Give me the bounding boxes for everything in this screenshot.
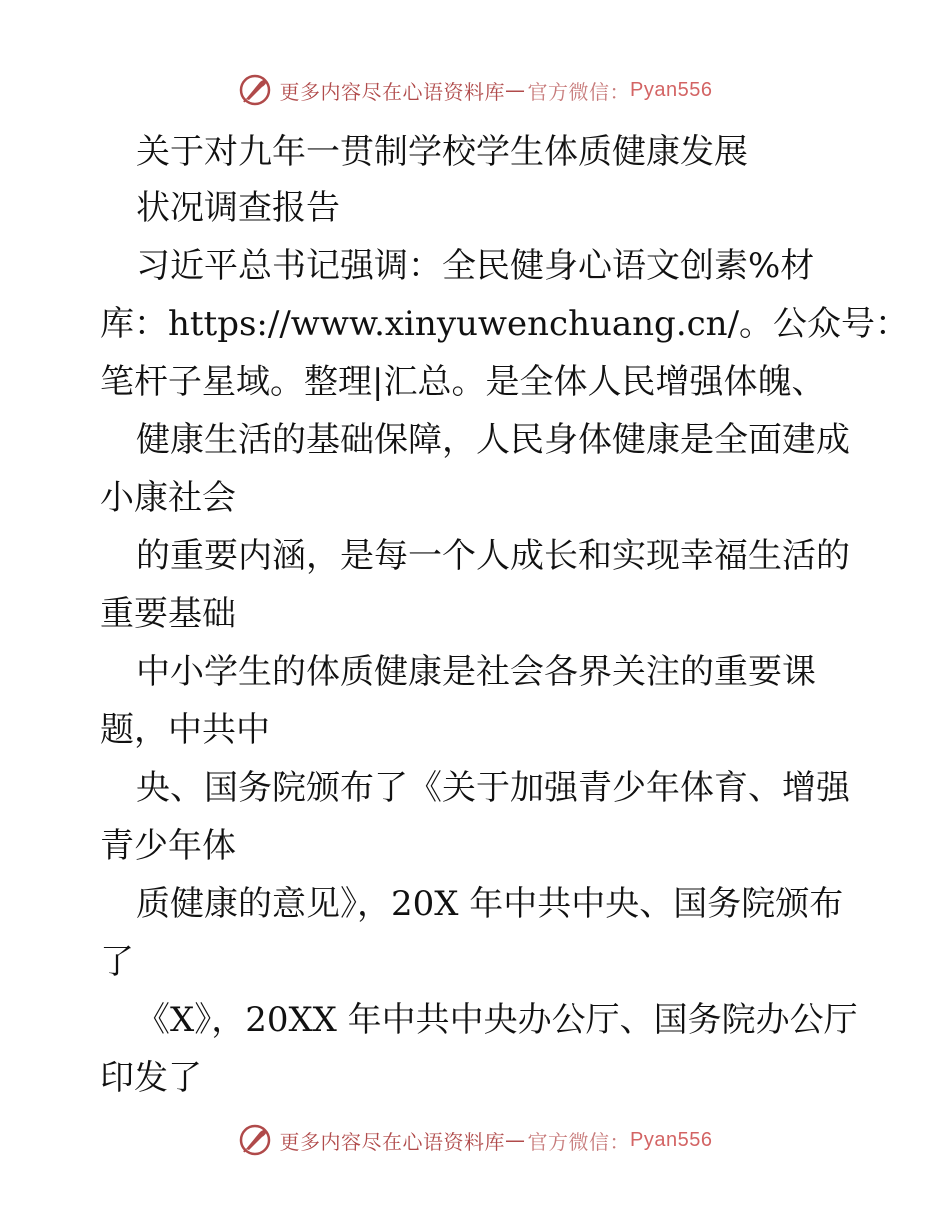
paragraph-line: 重要基础 bbox=[100, 594, 236, 634]
paragraph-line: 笔杆子星域。整理|汇总。是全体人民增强体魄、 bbox=[100, 362, 826, 402]
banner-main-text: 更多内容尽在心语资料库 bbox=[279, 79, 506, 104]
paragraph-line: 中小学生的体质健康是社会各界关注的重要课 bbox=[136, 652, 816, 692]
paragraph-line: 印发了 bbox=[100, 1058, 202, 1098]
document-title-line-1: 关于对九年一贯制学校学生体质健康发展 bbox=[136, 132, 748, 172]
paragraph-line: 库：https://www.xinyuwenchuang.cn/。公众号： bbox=[100, 304, 910, 344]
paragraph-line: 小康社会 bbox=[100, 478, 236, 518]
paragraph-line: 的重要内涵，是每一个人成长和实现幸福生活的 bbox=[136, 536, 850, 576]
header-banner bbox=[0, 70, 950, 110]
paragraph-line: 习近平总书记强调：全民健身心语文创素%材 bbox=[136, 246, 815, 286]
quill-pen-logo-icon bbox=[238, 73, 272, 107]
banner-dash: — bbox=[505, 1128, 526, 1152]
banner-wechat-label: 官方微信： bbox=[527, 1129, 631, 1154]
banner-main-text: 更多内容尽在心语资料库 bbox=[279, 1129, 506, 1154]
banner-wechat-label: 官方微信： bbox=[527, 79, 631, 104]
footer-banner bbox=[0, 1120, 950, 1160]
banner-wechat-id: Pyan556 bbox=[630, 78, 713, 101]
paragraph-line: 质健康的意见》，20X 年中共中央、国务院颁布 bbox=[136, 884, 844, 924]
quill-pen-logo-icon bbox=[238, 1123, 272, 1157]
banner-dash: — bbox=[505, 78, 526, 102]
banner-wechat-id: Pyan556 bbox=[630, 1128, 713, 1151]
paragraph-line: 了 bbox=[100, 942, 134, 982]
document-title-line-2: 状况调查报告 bbox=[136, 188, 340, 228]
paragraph-line: 央、国务院颁布了《关于加强青少年体育、增强 bbox=[136, 768, 850, 808]
paragraph-line: 健康生活的基础保障，人民身体健康是全面建成 bbox=[136, 420, 850, 460]
paragraph-line: 《X》，20XX 年中共中央办公厅、国务院办公厅 bbox=[136, 1000, 858, 1040]
paragraph-line: 青少年体 bbox=[100, 826, 236, 866]
paragraph-line: 题，中共中 bbox=[100, 710, 270, 750]
